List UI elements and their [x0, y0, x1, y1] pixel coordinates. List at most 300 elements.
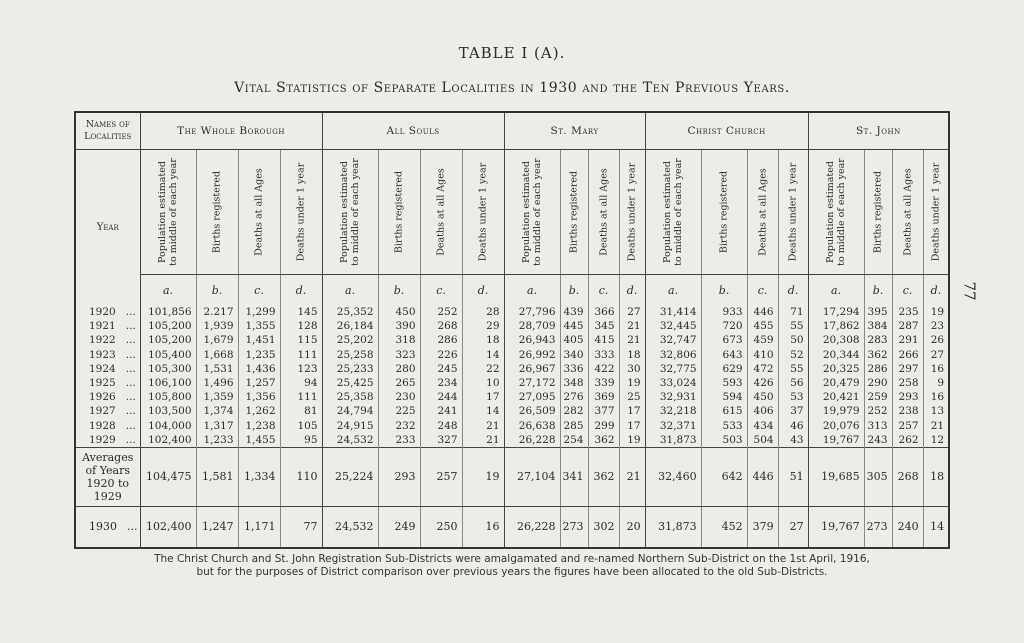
- column-header-label: Population estimated to middle of each year: [157, 158, 179, 266]
- value-cell: 19,685: [808, 447, 864, 506]
- table-title: TABLE I (A).: [458, 44, 566, 62]
- letter-cell: d.: [923, 275, 949, 306]
- value-cell: 240: [892, 506, 923, 548]
- value-cell: 1,668: [196, 348, 238, 362]
- column-header: [378, 150, 420, 275]
- value-cell: 29: [462, 319, 504, 333]
- value-cell: 20,479: [808, 376, 864, 390]
- value-cell: 238: [892, 404, 923, 418]
- value-cell: 1,581: [196, 447, 238, 506]
- value-cell: 28,709: [504, 319, 560, 333]
- value-cell: 333: [588, 348, 619, 362]
- value-cell: 283: [864, 333, 892, 347]
- value-cell: 503: [701, 433, 747, 448]
- value-cell: 24,532: [322, 433, 378, 448]
- value-cell: 20,325: [808, 362, 864, 376]
- value-cell: 257: [420, 447, 462, 506]
- value-cell: 105,200: [140, 333, 196, 347]
- year-dots: ...: [125, 419, 136, 432]
- value-cell: 37: [778, 404, 808, 418]
- value-cell: 31,414: [645, 305, 701, 319]
- value-cell: 286: [420, 333, 462, 347]
- value-cell: 226: [420, 348, 462, 362]
- value-cell: 21: [619, 319, 645, 333]
- letter-cell: a.: [504, 275, 560, 306]
- year-label: 1930: [89, 520, 117, 534]
- column-header: [462, 150, 504, 275]
- value-cell: 262: [892, 433, 923, 448]
- value-cell: 233: [378, 433, 420, 448]
- value-cell: 111: [280, 390, 322, 404]
- value-cell: 446: [747, 447, 778, 506]
- value-cell: 405: [560, 333, 588, 347]
- column-header-label: Deaths under 1 year: [477, 162, 489, 262]
- value-cell: 323: [378, 348, 420, 362]
- value-cell: 32,775: [645, 362, 701, 376]
- value-cell: 410: [747, 348, 778, 362]
- value-cell: 615: [701, 404, 747, 418]
- value-cell: 24,794: [322, 404, 378, 418]
- value-cell: 71: [778, 305, 808, 319]
- value-cell: 235: [892, 305, 923, 319]
- value-cell: 26,967: [504, 362, 560, 376]
- value-cell: 27: [619, 305, 645, 319]
- value-cell: 259: [864, 390, 892, 404]
- value-cell: 293: [892, 390, 923, 404]
- value-cell: 105: [280, 419, 322, 433]
- value-cell: 504: [747, 433, 778, 448]
- letter-cell: b.: [864, 275, 892, 306]
- value-cell: 452: [701, 506, 747, 548]
- column-header-label: Population estimated to middle of each year: [339, 158, 362, 266]
- letter-cell: a.: [140, 275, 196, 306]
- value-cell: 18: [923, 447, 949, 506]
- value-cell: 273: [560, 506, 588, 548]
- value-cell: 1,679: [196, 333, 238, 347]
- value-cell: 30: [619, 362, 645, 376]
- value-cell: 1,235: [238, 348, 280, 362]
- year-header: Year: [75, 150, 140, 306]
- letter-cell: b.: [196, 275, 238, 306]
- value-cell: 2.217: [196, 305, 238, 319]
- column-header-row: [75, 150, 949, 275]
- value-cell: 340: [560, 348, 588, 362]
- group-christ-church: Christ Church: [645, 112, 808, 150]
- year-label: 1922: [89, 334, 116, 347]
- value-cell: 102,400: [140, 433, 196, 448]
- value-cell: 27,172: [504, 376, 560, 390]
- value-cell: 933: [701, 305, 747, 319]
- value-cell: 362: [588, 433, 619, 448]
- value-cell: 26,228: [504, 506, 560, 548]
- value-cell: 265: [378, 376, 420, 390]
- value-cell: 299: [588, 419, 619, 433]
- year-dots: ...: [127, 520, 138, 534]
- letter-cell: d.: [619, 275, 645, 306]
- value-cell: 341: [560, 447, 588, 506]
- value-cell: 32,806: [645, 348, 701, 362]
- year-cell: [75, 376, 140, 390]
- column-header-label: Population estimated to middle of each year: [521, 158, 544, 266]
- column-header: [560, 150, 588, 275]
- letter-cell: d.: [462, 275, 504, 306]
- value-cell: 20,421: [808, 390, 864, 404]
- column-header-label: Deaths under 1 year: [626, 162, 638, 262]
- value-cell: 18: [619, 348, 645, 362]
- value-cell: 25,233: [322, 362, 378, 376]
- value-cell: 14: [462, 348, 504, 362]
- value-cell: 17,294: [808, 305, 864, 319]
- value-cell: 450: [378, 305, 420, 319]
- value-cell: 273: [864, 506, 892, 548]
- value-cell: 26: [923, 333, 949, 347]
- value-cell: 720: [701, 319, 747, 333]
- value-cell: 232: [378, 419, 420, 433]
- value-cell: 14: [923, 506, 949, 548]
- column-header: [588, 150, 619, 275]
- value-cell: 252: [420, 305, 462, 319]
- value-cell: 19: [923, 305, 949, 319]
- value-cell: 293: [378, 447, 420, 506]
- names-of-localities-header: Names of Localities: [75, 112, 140, 150]
- value-cell: 533: [701, 419, 747, 433]
- table-row: [75, 447, 949, 506]
- value-cell: 32,931: [645, 390, 701, 404]
- value-cell: 13: [923, 404, 949, 418]
- value-cell: 1,238: [238, 419, 280, 433]
- value-cell: 21: [619, 333, 645, 347]
- column-header: [504, 150, 560, 275]
- value-cell: 33,024: [645, 376, 701, 390]
- value-cell: 20,076: [808, 419, 864, 433]
- letter-cell: c.: [420, 275, 462, 306]
- value-cell: 241: [420, 404, 462, 418]
- value-cell: 55: [778, 362, 808, 376]
- value-cell: 643: [701, 348, 747, 362]
- value-cell: 95: [280, 433, 322, 448]
- value-cell: 1,356: [238, 390, 280, 404]
- value-cell: 20,344: [808, 348, 864, 362]
- value-cell: 17: [619, 404, 645, 418]
- value-cell: 1,939: [196, 319, 238, 333]
- value-cell: 362: [588, 447, 619, 506]
- value-cell: 16: [923, 362, 949, 376]
- year-dots: ...: [125, 377, 136, 390]
- column-header-label: Population estimated to middle of each year: [825, 158, 848, 266]
- value-cell: 266: [892, 348, 923, 362]
- value-cell: 268: [892, 447, 923, 506]
- value-cell: 243: [864, 433, 892, 448]
- table-row: [75, 376, 949, 390]
- column-header-label: Births registered: [872, 170, 884, 254]
- value-cell: 20: [619, 506, 645, 548]
- letter-cell: a.: [645, 275, 701, 306]
- column-header-label: Deaths at all Ages: [598, 168, 610, 256]
- value-cell: 26,228: [504, 433, 560, 448]
- value-cell: 17: [462, 390, 504, 404]
- value-cell: 472: [747, 362, 778, 376]
- value-cell: 282: [560, 404, 588, 418]
- table-row: [75, 319, 949, 333]
- value-cell: 32,218: [645, 404, 701, 418]
- value-cell: 31,873: [645, 506, 701, 548]
- column-header: [238, 150, 280, 275]
- page-number: 77: [960, 281, 979, 301]
- year-cell: [75, 419, 140, 433]
- value-cell: 46: [778, 419, 808, 433]
- value-cell: 26,638: [504, 419, 560, 433]
- value-cell: 345: [588, 319, 619, 333]
- year-cell: [75, 362, 140, 376]
- value-cell: 145: [280, 305, 322, 319]
- year-cell: [75, 390, 140, 404]
- value-cell: 1,317: [196, 419, 238, 433]
- value-cell: 234: [420, 376, 462, 390]
- value-cell: 19,767: [808, 506, 864, 548]
- value-cell: 25,258: [322, 348, 378, 362]
- value-cell: 313: [864, 419, 892, 433]
- value-cell: 439: [560, 305, 588, 319]
- value-cell: 390: [378, 319, 420, 333]
- column-header-label: Deaths at all Ages: [902, 168, 914, 256]
- value-cell: 1,455: [238, 433, 280, 448]
- value-cell: 225: [378, 404, 420, 418]
- value-cell: 1,359: [196, 390, 238, 404]
- value-cell: 21: [923, 419, 949, 433]
- value-cell: 25,352: [322, 305, 378, 319]
- letter-cell: d.: [778, 275, 808, 306]
- value-cell: 21: [619, 447, 645, 506]
- value-cell: 25: [619, 390, 645, 404]
- value-cell: 12: [923, 433, 949, 448]
- value-cell: 318: [378, 333, 420, 347]
- averages-label-line: 1920 to: [86, 476, 130, 490]
- value-cell: 24,532: [322, 506, 378, 548]
- value-cell: 105,800: [140, 390, 196, 404]
- value-cell: 426: [747, 376, 778, 390]
- table-row: [75, 362, 949, 376]
- value-cell: 369: [588, 390, 619, 404]
- column-header: [864, 150, 892, 275]
- letter-row: [75, 275, 949, 306]
- value-cell: 55: [778, 319, 808, 333]
- column-header: [140, 150, 196, 275]
- letter-cell: b.: [378, 275, 420, 306]
- year-cell: [75, 333, 140, 347]
- letter-cell: c.: [588, 275, 619, 306]
- table-row: [75, 506, 949, 548]
- column-header-label: Births registered: [393, 170, 405, 254]
- column-header-label: Births registered: [211, 170, 223, 254]
- column-header: [808, 150, 864, 275]
- value-cell: 19: [462, 447, 504, 506]
- value-cell: 25,202: [322, 333, 378, 347]
- value-cell: 17: [619, 419, 645, 433]
- year-dots: ...: [125, 433, 136, 446]
- value-cell: 339: [588, 376, 619, 390]
- value-cell: 450: [747, 390, 778, 404]
- column-header: [778, 150, 808, 275]
- value-cell: 16: [462, 506, 504, 548]
- averages-label-line: 1929: [93, 489, 122, 503]
- group-st-mary: St. Mary: [504, 112, 645, 150]
- value-cell: 26,992: [504, 348, 560, 362]
- value-cell: 18: [462, 333, 504, 347]
- value-cell: 594: [701, 390, 747, 404]
- year-cell: [75, 348, 140, 362]
- year-label: 1925: [89, 377, 116, 390]
- year-label: 1926: [89, 391, 116, 404]
- letter-cell: b.: [701, 275, 747, 306]
- value-cell: 53: [778, 390, 808, 404]
- value-cell: 9: [923, 376, 949, 390]
- value-cell: 22: [462, 362, 504, 376]
- value-cell: 24,915: [322, 419, 378, 433]
- table-row: [75, 333, 949, 347]
- averages-label-line: of Years: [85, 463, 130, 477]
- column-header-label: Deaths under 1 year: [787, 162, 799, 262]
- value-cell: 123: [280, 362, 322, 376]
- value-cell: 51: [778, 447, 808, 506]
- column-header-label: Deaths under 1 year: [930, 162, 942, 262]
- value-cell: 244: [420, 390, 462, 404]
- year-cell: [75, 319, 140, 333]
- column-header-label: Births registered: [718, 170, 730, 254]
- value-cell: 102,400: [140, 506, 196, 548]
- table-row: [75, 390, 949, 404]
- value-cell: 395: [864, 305, 892, 319]
- year-cell: [75, 433, 140, 448]
- value-cell: 31,873: [645, 433, 701, 448]
- value-cell: 26,943: [504, 333, 560, 347]
- value-cell: 1,436: [238, 362, 280, 376]
- letter-cell: b.: [560, 275, 588, 306]
- value-cell: 1,171: [238, 506, 280, 548]
- value-cell: 366: [588, 305, 619, 319]
- column-header-label: Population estimated to middle of each year: [662, 158, 685, 266]
- letter-cell: d.: [280, 275, 322, 306]
- year-dots: ...: [125, 348, 136, 361]
- value-cell: 673: [701, 333, 747, 347]
- year-cell: [75, 305, 140, 319]
- column-header: [196, 150, 238, 275]
- value-cell: 291: [892, 333, 923, 347]
- group-all-souls: All Souls: [322, 112, 504, 150]
- value-cell: 19: [619, 433, 645, 448]
- column-header-label: Deaths at all Ages: [253, 168, 265, 256]
- footnote-line: but for the purposes of District comparison over previous years the figures have been allocated to the old Sub-Districts.: [196, 566, 828, 578]
- value-cell: 1,355: [238, 319, 280, 333]
- value-cell: 111: [280, 348, 322, 362]
- value-cell: 593: [701, 376, 747, 390]
- letter-cell: c.: [892, 275, 923, 306]
- value-cell: 629: [701, 362, 747, 376]
- value-cell: 455: [747, 319, 778, 333]
- value-cell: 21: [462, 433, 504, 448]
- letter-cell: c.: [747, 275, 778, 306]
- table-subtitle: Vital Statistics of Separate Localities in 1930 and the Ten Previous Years.: [234, 80, 790, 96]
- value-cell: 445: [560, 319, 588, 333]
- value-cell: 81: [280, 404, 322, 418]
- value-cell: 56: [778, 376, 808, 390]
- year-label: 1927: [89, 405, 116, 418]
- year-cell: [75, 447, 140, 506]
- value-cell: 27,095: [504, 390, 560, 404]
- value-cell: 642: [701, 447, 747, 506]
- value-cell: 32,460: [645, 447, 701, 506]
- table-row: [75, 419, 949, 433]
- value-cell: 14: [462, 404, 504, 418]
- value-cell: 27,104: [504, 447, 560, 506]
- value-cell: 245: [420, 362, 462, 376]
- value-cell: 1,531: [196, 362, 238, 376]
- table-row: [75, 348, 949, 362]
- year-label: 1921: [89, 320, 116, 333]
- value-cell: 1,247: [196, 506, 238, 548]
- column-header-label: Deaths under 1 year: [295, 162, 307, 262]
- letter-cell: a.: [322, 275, 378, 306]
- table-row: [75, 404, 949, 418]
- value-cell: 258: [892, 376, 923, 390]
- value-cell: 1,262: [238, 404, 280, 418]
- value-cell: 32,371: [645, 419, 701, 433]
- value-cell: 94: [280, 376, 322, 390]
- value-cell: 249: [378, 506, 420, 548]
- value-cell: 434: [747, 419, 778, 433]
- column-header: [645, 150, 701, 275]
- value-cell: 257: [892, 419, 923, 433]
- value-cell: 336: [560, 362, 588, 376]
- value-cell: 21: [462, 419, 504, 433]
- value-cell: 422: [588, 362, 619, 376]
- value-cell: 32,747: [645, 333, 701, 347]
- value-cell: 26,509: [504, 404, 560, 418]
- year-label: 1923: [89, 348, 116, 361]
- value-cell: 27,796: [504, 305, 560, 319]
- value-cell: 105,300: [140, 362, 196, 376]
- value-cell: 276: [560, 390, 588, 404]
- value-cell: 1,334: [238, 447, 280, 506]
- column-header-label: Births registered: [568, 170, 580, 254]
- value-cell: 27: [923, 348, 949, 362]
- value-cell: 52: [778, 348, 808, 362]
- value-cell: 115: [280, 333, 322, 347]
- footnote: [0, 553, 1024, 579]
- value-cell: 101,856: [140, 305, 196, 319]
- year-cell: [75, 506, 140, 548]
- letter-cell: a.: [808, 275, 864, 306]
- value-cell: 362: [864, 348, 892, 362]
- column-header: [892, 150, 923, 275]
- value-cell: 459: [747, 333, 778, 347]
- value-cell: 302: [588, 506, 619, 548]
- column-header-label: Deaths at all Ages: [435, 168, 447, 256]
- value-cell: 290: [864, 376, 892, 390]
- value-cell: 43: [778, 433, 808, 448]
- year-dots: ...: [125, 405, 136, 418]
- year-dots: ...: [125, 320, 136, 333]
- value-cell: 1,496: [196, 376, 238, 390]
- value-cell: 104,000: [140, 419, 196, 433]
- vital-statistics-table: [74, 111, 950, 549]
- value-cell: 20,308: [808, 333, 864, 347]
- group-header-row: [75, 112, 949, 150]
- value-cell: 25,224: [322, 447, 378, 506]
- value-cell: 103,500: [140, 404, 196, 418]
- value-cell: 1,451: [238, 333, 280, 347]
- value-cell: 27: [778, 506, 808, 548]
- value-cell: 104,475: [140, 447, 196, 506]
